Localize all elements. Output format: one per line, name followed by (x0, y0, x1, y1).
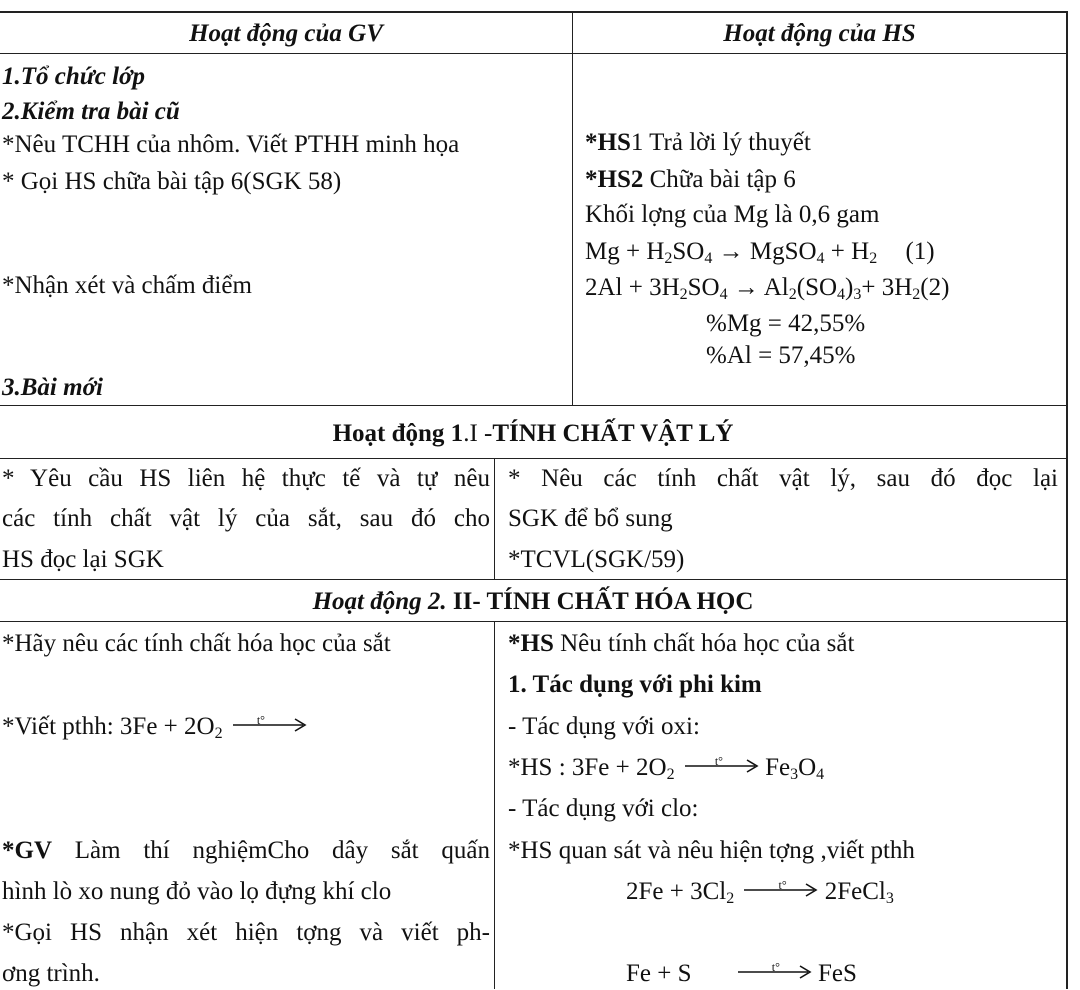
gv-step-3: 3.Bài mới (2, 374, 103, 401)
act2-hs-line-1: *HS Nêu tính chất hóa học của sắt (508, 630, 855, 657)
act2-hs-equation-3: Fe + S t° FeS (626, 960, 857, 987)
act2-gv-line-4: ơng trình. (2, 960, 100, 987)
act2-hs-equation-2: $2Fe + 3Cl_2$ t° 2FeCl$_3$ (626, 878, 894, 907)
act1-gv-line-3: HS đọc lại SGK (2, 546, 164, 573)
gv-step-1: 1.Tổ chức lớp (2, 63, 145, 90)
hs1-label: *HS (585, 129, 631, 156)
act1-hs-line-2: SGK để bổ sung (508, 505, 673, 532)
equation-1: $Mg + H_2SO_4$ → MgSO$_4$ + $H_2$ (1) (585, 238, 935, 267)
act2-gv-line-3: *Gọi HS nhận xét hiện tợng và viết ph- (2, 919, 490, 946)
reaction-arrow-icon: t° (685, 759, 755, 779)
act2-gv-line-1: *GV Làm thí nghiệmCho dây sắt quấn (2, 837, 490, 864)
header-gv: Hoạt động của GV (189, 20, 383, 47)
act1-hs-line-3: *TCVL(SGK/59) (508, 546, 685, 573)
activity-1-title: Hoạt động 1.I -TÍNH CHẤT VẬT LÝ (332, 420, 734, 447)
equation-1-number: (1) (905, 238, 935, 265)
arrow-symbol: → (718, 238, 744, 265)
act2-hs-heading-1: 1. Tác dụng với phi kim (508, 671, 762, 698)
table-top-border (0, 11, 1068, 13)
act1-title-bottom-line (0, 458, 1068, 459)
mass-line: Khối lợng của Mg là 0,6 gam (585, 201, 880, 228)
act1-gv-line-2: các tính chất vật lý của sắt, sau đó cho (2, 505, 490, 532)
gv-question-3: *Nhận xét và chấm điểm (2, 272, 252, 299)
header-hs: Hoạt động của HS (723, 20, 916, 47)
act2-hs-equation-1: *HS : $3Fe + 2O_2$ t° $Fe_3O_4$ (508, 754, 825, 783)
intro-column-divider (572, 11, 573, 405)
hs1-line (585, 127, 811, 159)
act2-gv-line-2: hình lò xo nung đỏ vào lọ đựng khí clo (2, 878, 392, 905)
reaction-arrow-icon: t° (233, 718, 303, 738)
act2-title-bottom-line (0, 621, 1068, 622)
act2-gv-question-2: *Viết pthh: $3Fe + 2O_2$ t° (2, 711, 307, 750)
reaction-arrow-icon: t° (744, 883, 814, 903)
percent-al: %Al = 57,45% (706, 342, 856, 369)
arrow-symbol: → (733, 274, 759, 301)
act2-gv-question-1: *Hãy nêu các tính chất hóa học của sắt (2, 630, 391, 657)
gv-step-2: 2.Kiểm tra bài cũ (2, 98, 180, 125)
reaction-arrow-icon: t° (738, 965, 808, 985)
hs2-label: *HS2 (585, 166, 644, 193)
equation-2: $2Al + 3H_2SO_4 \to Al_2(SO_4)_3+ 3H_2(2)$ (585, 274, 950, 303)
activity-2-title: Hoạt động 2. II- TÍNH CHẤT HÓA HỌC (312, 588, 754, 615)
header-divider (0, 53, 1068, 54)
act1-hs-line-1: * Nêu các tính chất vật lý, sau đó đọc lại (508, 465, 1058, 492)
act2-hs-oxi: - Tác dụng với oxi: (508, 713, 700, 740)
percent-mg: %Mg = 42,55% (706, 310, 866, 337)
act2-hs-clo: - Tác dụng với clo: (508, 795, 699, 822)
act2-column-divider (494, 621, 495, 989)
gv-question-1: *Nêu TCHH của nhôm. Viết PTHH minh họa (2, 131, 460, 158)
gv-question-2: * Gọi HS chữa bài tập 6(SGK 58) (2, 168, 342, 195)
act2-hs-observation: *HS quan sát và nêu hiện tợng ,viết pthh (508, 837, 915, 864)
table-right-border (1066, 11, 1068, 989)
act1-gv-line-1: * Yêu cầu HS liên hệ thực tế và tự nêu (2, 465, 490, 492)
hs2-text: Chữa bài tập 6 (643, 166, 796, 193)
act1-column-divider (494, 458, 495, 579)
act1-bottom-line (0, 579, 1068, 580)
hs2-line (585, 164, 796, 196)
intro-bottom-line (0, 405, 1068, 406)
hs1-text: 1 Trả lời lý thuyết (630, 129, 811, 156)
